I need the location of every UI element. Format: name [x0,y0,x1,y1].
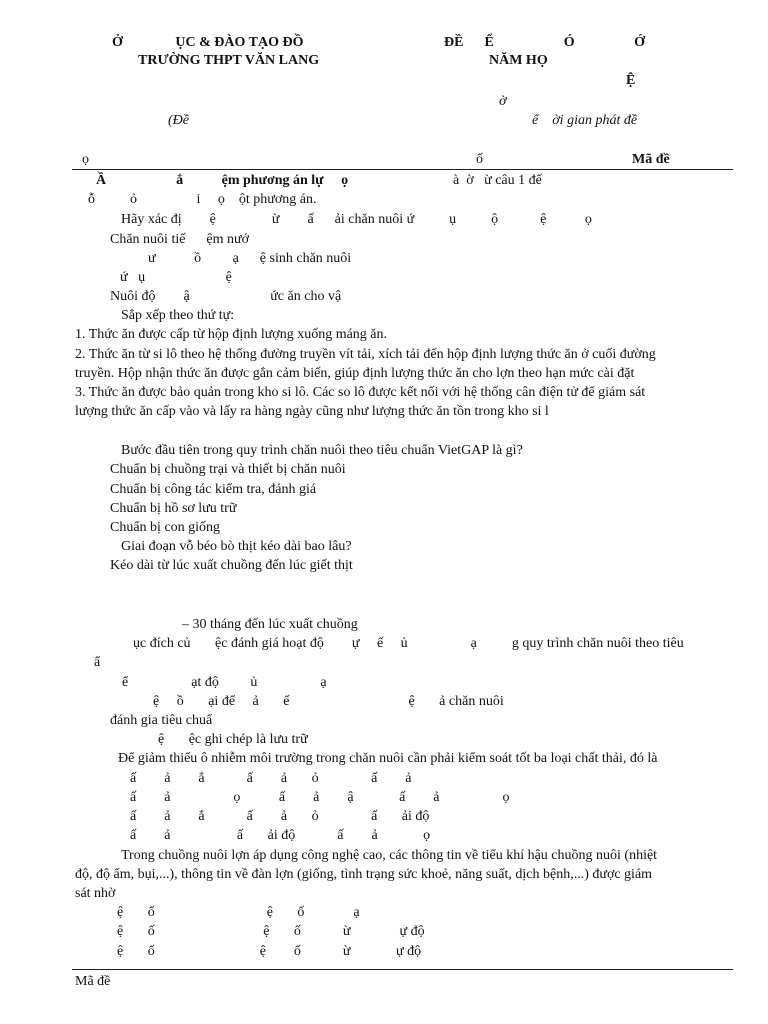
part1-title-tail: à ờ ừ câu 1 đế [453,173,542,188]
question-7-cont: độ, độ ẩm, bụi,...), thông tin về đàn lợn (giống, tình trạng sức khoẻ, năng suất, dịch bệnh,...) được giám [75,867,653,882]
part1-title: Ầ ắ ệm phương án lự ọ [96,173,349,188]
question-5-cont: ẩ [94,655,101,670]
step-2-cont: truyền. Hộp nhận thức ăn được gắn cảm biến, giúp định lượng thức ăn cho lợn theo hạn mức cài đặt [75,366,635,381]
option-3a: Chuẩn bị chuồng trại và thiết bị chăn nuôi [110,462,346,477]
option-1b: ư ồ ạ ệ sinh chăn nuôi [148,251,352,266]
org-line: Ở ỤC & ĐÀO TẠO ĐỒ [112,35,304,50]
exam-title: ĐỀ Ể Ó Ớ [444,35,646,50]
option-7a: ệ ố ệ ố ạ [117,905,360,920]
step-2: 2. Thức ăn từ si lô theo hệ thống đường truyền vít tải, xích tải đến hộp định lượng thức ăn ở cuối đường [75,347,656,362]
option-6b: ấ ả ọ ấ ả ậ ấ ả ọ [130,790,510,805]
header-divider [72,169,733,170]
step-3: 3. Thức ăn được bảo quản trong kho si lô. Các so lô được kết nối với hệ thống cân điện tử để giám sát [75,385,646,400]
student-number-label: ố [476,152,483,167]
step-1: 1. Thức ăn được cấp từ hộp định lượng xuống máng ăn. [75,327,388,342]
option-6c: ấ ả ắ ấ ả ỏ ấ ải độ [130,809,430,824]
part1-instruction: ỗ ỏ i ọ ột phương án. [88,192,317,207]
school-name: TRƯỜNG THPT VĂN LANG [138,53,320,68]
exam-note-right: ể ời gian phát đề [532,113,638,128]
question-7: Trong chuồng nuôi lợn áp dụng công nghệ cao, các thông tin về tiểu khí hậu chuồng nuôi (nhiệt [121,848,658,863]
option-6d: ấ ả ấ ải độ ấ ả ọ [130,828,431,843]
footer-exam-code: Mã đề [75,974,111,989]
option-4a: Kéo dài từ lúc xuất chuồng đến lúc giết thịt [110,558,353,573]
option-5a: ể ạt độ ủ ạ [122,675,327,690]
option-1c: ứ ụ ệ [120,270,232,285]
question-1: Hãy xác đị ệ ừ ấ ải chăn nuôi ứ ụ ộ ệ ọ [121,212,592,227]
option-5b: ệ ồ ại để ả ế ệ ả chăn nuôi [153,694,504,709]
option-3c: Chuẩn bị hồ sơ lưu trữ [110,501,237,516]
footer-divider [72,969,733,970]
option-1d: Nuôi độ ậ ức ăn cho vậ [110,289,342,304]
question-2: Sắp xếp theo thứ tự: [121,308,235,323]
option-1a: Chăn nuôi tiế ệm nướ [110,232,250,247]
option-6a: ấ ả ắ ấ ả ỏ ấ ả [130,771,412,786]
option-3b: Chuẩn bị công tác kiểm tra, đánh giá [110,482,317,497]
exam-code-label: Mã đề [632,152,670,167]
option-7b: ệ ố ệ ố ừ ự độ [117,924,425,939]
question-4: Giai đoạn vỗ béo bò thịt kéo dài bao lâu? [121,539,352,554]
option-4d: – 30 tháng đến lúc xuất chuồng [182,617,358,632]
subject-label: Ệ [626,73,636,88]
question-6: Để giảm thiểu ô nhiễm môi trường trong chăn nuôi cần phải kiểm soát tốt ba loại chất thải, đó là [118,751,658,766]
step-3-cont: lượng thức ăn cấp vào và lấy ra hàng ngày cũng như lượng thức ăn tồn trong kho si l [75,404,549,419]
question-5: ục đích củ ệc đánh giá hoạt độ ự ế ủ ạ g quy trình chăn nuôi theo tiêu [133,636,684,651]
question-3: Bước đầu tiên trong quy trình chăn nuôi theo tiêu chuẩn VietGAP là gì? [121,443,523,458]
school-year: NĂM HỌ [489,53,548,68]
option-7c: ệ ố ệ ố ừ ự độ [117,944,422,959]
duration-label: ờ [499,94,507,109]
option-3d: Chuẩn bị con giống [110,520,221,535]
student-name-label: ọ [82,152,89,167]
option-5c: đánh gia tiêu chuẩ [110,713,213,728]
exam-note-left: (Đề [168,113,189,128]
option-5d: ệ ệc ghi chép là lưu trữ [158,732,308,747]
question-7-cont2: sát nhờ [75,886,116,901]
